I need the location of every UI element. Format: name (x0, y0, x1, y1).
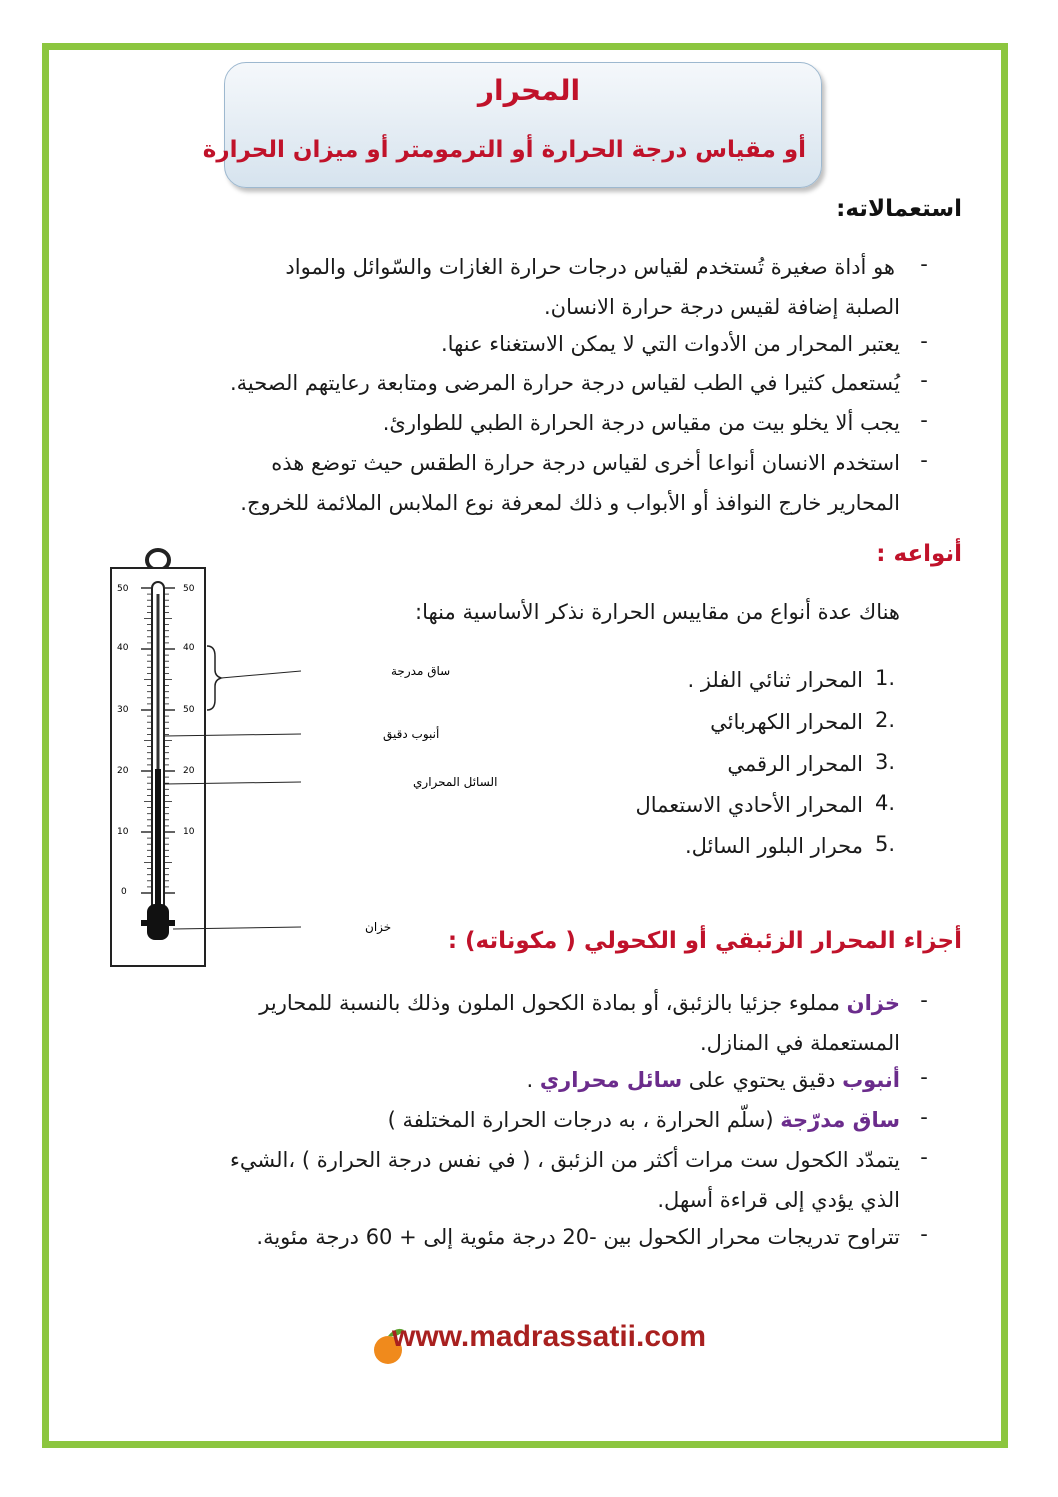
tick-label-right: 40 (183, 643, 195, 653)
dash-marker: - (920, 1065, 928, 1089)
label-liquid: السائل المحراري (413, 775, 498, 789)
tick-label-right: 50 (183, 705, 195, 715)
parts-item-4-line-1: يتمدّد الكحول ست مرات أكثر من الزئبق ، ( في نفس درجة الحرارة ) ،الشيء (230, 1148, 900, 1172)
parts-item-1-line-1 (259, 983, 900, 1023)
dash-marker: - (920, 368, 928, 392)
types-item-number: 3. (875, 750, 896, 774)
tick-label-left: 0 (121, 887, 127, 897)
page-title: المحرار (477, 74, 581, 107)
tick-label-right: 10 (183, 827, 195, 837)
tick-label-left: 50 (117, 584, 129, 594)
uses-heading: استعمالاته: (836, 196, 962, 222)
keyword-reservoir: خزان (846, 991, 900, 1015)
uses-item-1-line-1: هو أداة صغيرة تُستخدم لقياس درجات حرارة الغازات والسّوائل والمواد (285, 255, 895, 279)
tick-label-right: 50 (183, 584, 195, 594)
thermometer-diagram (103, 544, 498, 974)
types-item-2: المحرار الكهربائي (710, 710, 863, 734)
types-item-4: المحرار الأحادي الاستعمال (635, 793, 863, 817)
parts-item-2-end: . (526, 1068, 540, 1092)
keyword-liquid: سائل محراري (539, 1068, 683, 1092)
uses-item-1-line-2: الصلبة إضافة لقيس درجة حرارة الانسان. (543, 295, 900, 319)
site-logo[interactable] (370, 1312, 750, 1368)
uses-item-4: يجب ألا يخلو بيت من مقياس درجة الحرارة الطبي للطوارئ. (382, 411, 900, 435)
types-item-number: 5. (875, 832, 896, 856)
fine-tube-line (157, 594, 160, 769)
page-subtitle: أو مقياس درجة الحرارة أو الترمومتر أو ميزان الحرارة (202, 137, 806, 163)
liquid-column (155, 769, 161, 909)
bulb-clip (141, 920, 175, 926)
label-tube: أنبوب دقيق (383, 727, 440, 741)
uses-item-5-line-1: استخدم الانسان أنواعا أخرى لقياس درجة حرارة الطقس حيث توضع هذه (271, 451, 900, 475)
site-url[interactable]: www.madrassatii.com (392, 1320, 707, 1353)
tick-label-left: 20 (117, 766, 129, 776)
types-heading: أنواعه : (876, 541, 962, 567)
keyword-stem: ساق مدرّجة (780, 1108, 900, 1132)
uses-item-5-line-2: المحارير خارج النوافذ أو الأبواب و ذلك لمعرفة نوع الملابس الملائمة للخروج. (240, 491, 900, 515)
dash-marker: - (920, 1222, 928, 1246)
dash-marker: - (920, 988, 928, 1012)
label-bulb: خزان (365, 920, 392, 934)
parts-item-5: تتراوح تدريجات محرار الكحول بين -20 درجة مئوية إلى + 60 درجة مئوية. (256, 1225, 900, 1249)
tick-label-left: 40 (117, 643, 129, 653)
keyword-tube: أنبوب (842, 1068, 900, 1092)
types-item-number: 1. (875, 666, 896, 690)
tick-label-right: 20 (183, 766, 195, 776)
uses-item-2: يعتبر المحرار من الأدوات التي لا يمكن الاستغناء عنها. (441, 332, 900, 356)
types-item-number: 2. (875, 708, 896, 732)
types-intro: هناك عدة أنواع من مقاييس الحرارة نذكر الأساسية منها: (415, 600, 900, 624)
dash-marker: - (920, 408, 928, 432)
dash-marker: - (920, 448, 928, 472)
tick-label-left: 10 (117, 827, 129, 837)
dash-marker: - (920, 1145, 928, 1169)
parts-item-1-line-2: المستعملة في المنازل. (699, 1031, 900, 1055)
dash-marker: - (920, 329, 928, 353)
parts-item-2-text: دقيق يحتوي على (682, 1068, 843, 1092)
parts-heading: أجزاء المحرار الزئبقي أو الكحولي ( مكوناته) : (447, 928, 962, 954)
stem-brace (207, 646, 221, 710)
parts-item-3-text: (سلّم الحرارة ، به درجات الحرارة المختلفة ) (387, 1108, 781, 1132)
parts-item-4-line-2: الذي يؤدي إلى قراءة أسهل. (657, 1188, 900, 1212)
uses-item-3: يُستعمل كثيرا في الطب لقياس درجة حرارة المرضى ومتابعة رعايتهم الصحية. (229, 371, 900, 395)
types-item-number: 4. (875, 791, 896, 815)
tick-label-left: 30 (117, 705, 129, 715)
parts-item-2 (527, 1060, 900, 1100)
dash-marker: - (920, 252, 928, 276)
types-item-1: المحرار ثنائي الفلز . (687, 668, 863, 692)
label-stem: ساق مدرجة (391, 664, 451, 678)
pointer-line-stem (221, 671, 301, 678)
parts-item-1-text: مملوء جزئيا بالزئبق، أو بمادة الكحول الملون وذلك بالنسبة للمحارير (259, 991, 847, 1015)
types-item-3: المحرار الرقمي (727, 752, 863, 776)
parts-item-3 (388, 1100, 900, 1140)
dash-marker: - (920, 1105, 928, 1129)
types-item-5: محرار البلور السائل. (684, 834, 863, 858)
